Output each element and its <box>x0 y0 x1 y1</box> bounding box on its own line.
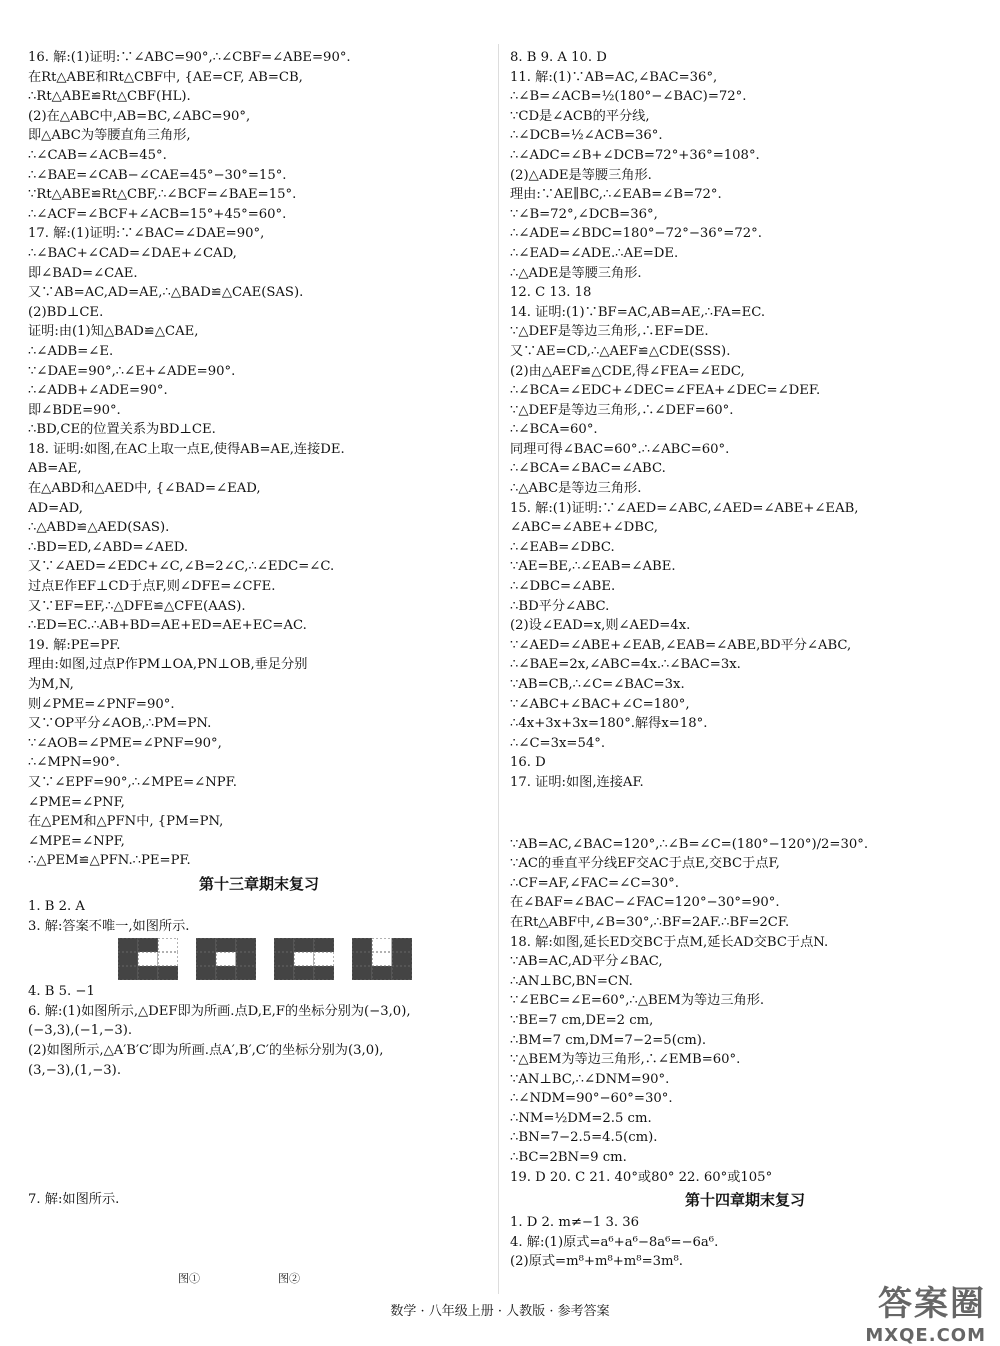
text-line: ∵∠EBC=∠E=60°,∴△BEM为等边三角形. <box>510 993 765 1009</box>
text-line: ∠ABC=∠ABE+∠DBC, <box>510 520 658 536</box>
text-line: ∴∠NDM=90°−60°=30°. <box>510 1091 673 1107</box>
text-line: 11. 解:(1)∵AB=AC,∠BAC=36°, <box>510 69 718 85</box>
text-line: 14. 证明:(1)∵BF=AC,AB=AE,∴FA=EC. <box>510 304 766 320</box>
text-line: ∴BD=ED,∠ABD=∠AED. <box>28 539 189 555</box>
text-line: ∴4x+3x+3x=180°.解得x=18°. <box>510 716 708 732</box>
text-line: 又∵AB=AC,AD=AE,∴△BAD≌△CAE(SAS). <box>28 285 304 301</box>
pixel-cell <box>314 938 334 952</box>
text-line: 又∵AE=CD,∴△AEF≌△CDE(SSS). <box>510 343 731 359</box>
text-line: 4. B 5. −1 <box>28 984 95 1000</box>
text-line: 即∠BDE=90°. <box>28 402 121 418</box>
pixel-pattern <box>118 938 178 980</box>
text-line: ∵△DEF是等边三角形,∴∠DEF=60°. <box>510 402 734 418</box>
text-line: ∴Rt△ABE≌Rt△CBF(HL). <box>28 89 191 105</box>
pixel-cell <box>216 952 236 966</box>
chapter-13-heading: 第十三章期末复习 <box>198 874 319 893</box>
pixel-cell <box>372 966 392 980</box>
pixel-cell <box>236 966 256 980</box>
text-line: ∠MPE=∠NPF, <box>28 833 125 849</box>
text-line: ∵∠ABC+∠BAC+∠C=180°, <box>510 696 690 712</box>
pixel-cell <box>216 938 236 952</box>
text-line: 为M,N, <box>28 677 74 692</box>
text-line: 16. D <box>510 755 546 771</box>
text-line: ∴∠EAB=∠DBC. <box>510 539 615 555</box>
pixel-cell <box>216 966 236 980</box>
text-line: ∴∠BAE=2x,∠ABC=4x.∴∠BAC=3x. <box>510 657 741 673</box>
text-line: ∴△ABC是等边三角形. <box>510 481 642 497</box>
watermark-title: 答案圈 <box>878 1284 986 1324</box>
text-line: ∵Rt△ABE≌Rt△CBF,∴∠BCF=∠BAE=15°. <box>28 187 297 203</box>
text-line: 又∵∠EPF=90°,∴∠MPE=∠NPF. <box>28 774 237 790</box>
text-line: 15. 解:(1)证明:∵∠AED=∠ABC,∠AED=∠ABE+∠EAB, <box>510 500 859 516</box>
text-line: ∴∠BAC+∠CAD=∠DAE+∠CAD, <box>28 245 237 261</box>
text-line: ∵∠B=72°,∠DCB=36°, <box>510 206 658 222</box>
chapter-14-heading: 第十四章期末复习 <box>684 1191 805 1210</box>
right-column <box>510 48 980 1272</box>
text-line: 3. 解:答案不唯一,如图所示. <box>28 918 190 934</box>
pixel-cell <box>274 938 294 952</box>
text-line: ∴ED=EC.∴AB+BD=AE+ED=AE+EC=AC. <box>28 618 307 634</box>
text-line: ∴NM=½DM=2.5 cm. <box>510 1110 652 1126</box>
pixel-pattern <box>274 938 334 980</box>
text-line: ∴△ADE是等腰三角形. <box>510 265 642 281</box>
pixel-cell <box>158 938 178 952</box>
text-line: ∴△ABD≌△AED(SAS). <box>28 520 170 536</box>
text-line: (2)BD⊥CE. <box>28 304 104 320</box>
pixel-cell <box>294 952 314 966</box>
pixel-pattern <box>196 938 256 980</box>
text-line: ∴∠MPN=90°. <box>28 755 120 771</box>
text-line: AB=AE, <box>28 461 82 477</box>
pixel-cell <box>352 966 372 980</box>
text-line: ∴∠ADC=∠B+∠DCB=72°+36°=108°. <box>510 147 760 163</box>
column-divider <box>498 44 499 1294</box>
text-line: 在△PEM和△PFN中, {PM=PN, <box>28 814 224 830</box>
text-line: ∵AC的垂直平分线EF交AC于点E,交BC于点F, <box>510 856 780 872</box>
pixel-cell <box>314 966 334 980</box>
pixel-cell <box>118 938 138 952</box>
pixel-cell <box>138 938 158 952</box>
text-line: ∴∠DBC=∠ABE. <box>510 579 616 595</box>
pixel-cell <box>372 938 392 952</box>
text-line: (2)如图所示,△A′B′C′即为所画.点A′,B′,C′的坐标分别为(3,0), <box>28 1042 384 1058</box>
text-line: ∵∠AED=∠ABE+∠EAB,∠EAB=∠ABE,BD平分∠ABC, <box>510 637 852 653</box>
text-line: ∴∠BAE=∠CAB−∠CAE=45°−30°=15°. <box>28 167 287 183</box>
text-line: ∵AB=AC,∠BAC=120°,∴∠B=∠C=(180°−120°)/2=30°. <box>510 836 869 852</box>
pixel-cell <box>274 952 294 966</box>
pixel-cell <box>158 952 178 966</box>
text-line: ∴∠BCA=∠EDC+∠DEC=∠FEA+∠DEC=∠DEF. <box>510 383 821 399</box>
pixel-cell <box>294 938 314 952</box>
pixel-cell <box>118 952 138 966</box>
text-line: ∴BD平分∠ABC. <box>510 598 610 614</box>
text-line: 8. B 9. A 10. D <box>510 50 607 65</box>
text-line: (2)设∠EAD=x,则∠AED=4x. <box>510 618 691 634</box>
text-line: ∠PME=∠PNF, <box>28 794 125 810</box>
pixel-cell <box>236 938 256 952</box>
text-line: (2)△ADE是等腰三角形. <box>510 167 652 183</box>
text-line: (−3,3),(−1,−3). <box>28 1023 133 1039</box>
text-line: 过点E作EF⊥CD于点F,则∠DFE=∠CFE. <box>28 579 276 595</box>
text-line: ∴∠ADE=∠BDC=180°−72°−36°=72°. <box>510 226 762 242</box>
text-line: 又∵OP平分∠AOB,∴PM=PN. <box>28 716 212 732</box>
text-line: 16. 解:(1)证明:∵∠ABC=90°,∴∠CBF=∠ABE=90°. <box>28 50 351 65</box>
text-line: 6. 解:(1)如图所示,△DEF即为所画.点D,E,F的坐标分别为(−3,0), <box>28 1003 411 1019</box>
text-line: 12. C 13. 18 <box>510 285 592 301</box>
text-line: 理由:如图,过点P作PM⊥OA,PN⊥OB,垂足分别 <box>28 657 308 673</box>
text-line: 同理可得∠BAC=60°.∴∠ABC=60°. <box>510 441 730 457</box>
text-line: ∴∠CAB=∠ACB=45°. <box>28 147 167 163</box>
text-line: 在△ABD和△AED中, {∠BAD=∠EAD, <box>28 481 261 497</box>
text-line: ∴∠ACF=∠BCF+∠ACB=15°+45°=60°. <box>28 206 287 222</box>
text-line: ∴∠EAD=∠ADE.∴AE=DE. <box>510 245 679 261</box>
text-line: ∴∠C=3x=54°. <box>510 735 606 751</box>
pixel-cell <box>274 966 294 980</box>
text-line: ∴BN=7−2.5=4.5(cm). <box>510 1130 658 1146</box>
text-line: ∵AN⊥BC,∴∠DNM=90°. <box>510 1071 670 1087</box>
text-line: 17. 证明:如图,连接AF. <box>510 774 644 790</box>
pixel-cell <box>352 952 372 966</box>
text-line: 又∵EF=EF,∴△DFE≌△CFE(AAS). <box>28 598 246 614</box>
text-line: 证明:由(1)知△BAD≌△CAE, <box>28 324 199 340</box>
pixel-cell <box>352 938 372 952</box>
pixel-cell <box>392 966 412 980</box>
text-line: ∵∠AOB=∠PME=∠PNF=90°, <box>28 735 222 751</box>
pixel-cell <box>196 966 216 980</box>
text-line: ∴CF=AF,∠FAC=∠C=30°. <box>510 875 679 891</box>
watermark-url: MXQE.COM <box>865 1325 986 1346</box>
pixel-cell <box>294 966 314 980</box>
text-line: ∴AN⊥BC,BN=CN. <box>510 973 633 989</box>
pixel-cell <box>138 952 158 966</box>
text-line: ∴△PEM≌△PFN.∴PE=PF. <box>28 853 191 869</box>
text-line: 在Rt△ABE和Rt△CBF中, {AE=CF, AB=CB, <box>28 69 303 85</box>
q3-grid-figures <box>28 936 490 982</box>
text-line: 1. D 2. m≠−1 3. 36 <box>510 1215 640 1231</box>
text-line: ∵AE=BE,∴∠EAB=∠ABE. <box>510 559 676 575</box>
text-line: 则∠PME=∠PNF=90°. <box>28 696 175 712</box>
text-line: ∵AB=AC,AD平分∠BAC, <box>510 954 663 970</box>
text-line: ∴BC=2BN=9 cm. <box>510 1150 627 1166</box>
text-line: 19. 解:PE=PF. <box>28 637 121 653</box>
figure-spacer <box>28 1080 490 1190</box>
text-line: ∵CD是∠ACB的平分线, <box>510 108 650 124</box>
text-line: (3,−3),(1,−3). <box>28 1062 122 1078</box>
watermark-logo <box>865 1276 986 1346</box>
q7-figures <box>28 1210 490 1290</box>
text-line: ∵BE=7 cm,DE=2 cm, <box>510 1012 654 1028</box>
text-line: (2)在△ABC中,AB=BC,∠ABC=90°, <box>28 108 251 124</box>
text-line: 即∠BAD=∠CAE. <box>28 265 138 281</box>
pixel-cell <box>236 952 256 966</box>
pixel-cell <box>392 938 412 952</box>
pixel-cell <box>196 952 216 966</box>
text-line: 在Rt△ABF中,∠B=30°,∴BF=2AF.∴BF=2CF. <box>510 914 790 930</box>
text-line: ∴∠DCB=½∠ACB=36°. <box>510 128 663 144</box>
text-line: 4. 解:(1)原式=a⁶+a⁶−8a⁶=−6a⁶. <box>510 1234 719 1250</box>
text-line: 17. 解:(1)证明:∵∠BAC=∠DAE=90°, <box>28 226 265 242</box>
text-line: 即△ABC为等腰直角三角形, <box>28 128 191 144</box>
text-line: ∴BM=7 cm,DM=7−2=5(cm). <box>510 1032 707 1048</box>
figure-spacer <box>510 793 980 835</box>
text-line: 在∠BAF=∠BAC−∠FAC=120°−30°=90°. <box>510 895 780 911</box>
text-line: ∵△DEF是等边三角形,∴EF=DE. <box>510 324 709 340</box>
figure-2-label: 图② <box>278 1271 300 1285</box>
text-line: 又∵∠AED=∠EDC+∠C,∠B=2∠C,∴∠EDC=∠C. <box>28 559 335 575</box>
pixel-cell <box>118 966 138 980</box>
q7-answer: 7. 解:如图所示. <box>28 1192 120 1208</box>
text-line: ∴∠ADB+∠ADE=90°. <box>28 383 168 399</box>
text-line: ∴∠ADB=∠E. <box>28 343 114 359</box>
text-line: ∴∠BCA=60°. <box>510 422 598 438</box>
text-line: ∴BD,CE的位置关系为BD⊥CE. <box>28 422 216 438</box>
text-line: 理由:∵AE∥BC,∴∠EAB=∠B=72°. <box>510 187 722 203</box>
pixel-cell <box>372 952 392 966</box>
text-line: 1. B 2. A <box>28 898 85 914</box>
text-line: ∵∠DAE=90°,∴∠E+∠ADE=90°. <box>28 363 236 379</box>
text-line: AD=AD, <box>28 500 83 516</box>
text-line: 18. 解:如图,延长ED交BC于点M,延长AD交BC于点N. <box>510 934 829 950</box>
pixel-cell <box>196 938 216 952</box>
figure-1-label: 图① <box>178 1271 200 1285</box>
pixel-pattern <box>352 938 412 980</box>
text-line: (2)原式=m⁸+m⁸+m⁸=3m⁸. <box>510 1254 684 1270</box>
page-footer: 数学 · 八年级上册 · 人教版 · 参考答案 <box>390 1304 610 1319</box>
text-line: ∴∠B=∠ACB=½(180°−∠BAC)=72°. <box>510 89 747 105</box>
text-line: 19. D 20. C 21. 40°或80° 22. 60°或105° <box>510 1169 773 1185</box>
pixel-cell <box>158 966 178 980</box>
pixel-cell <box>314 952 334 966</box>
text-line: ∴∠BCA=∠BAC=∠ABC. <box>510 461 666 477</box>
text-line: 18. 证明:如图,在AC上取一点E,使得AB=AE,连接DE. <box>28 441 345 457</box>
text-line: ∵AB=CB,∴∠C=∠BAC=3x. <box>510 677 685 692</box>
pixel-cell <box>138 966 158 980</box>
left-column <box>28 48 490 1290</box>
text-line: (2)由△AEF≌△CDE,得∠FEA=∠EDC, <box>510 363 745 379</box>
pixel-cell <box>392 952 412 966</box>
text-line: ∵△BEM为等边三角形,∴∠EMB=60°. <box>510 1052 741 1068</box>
